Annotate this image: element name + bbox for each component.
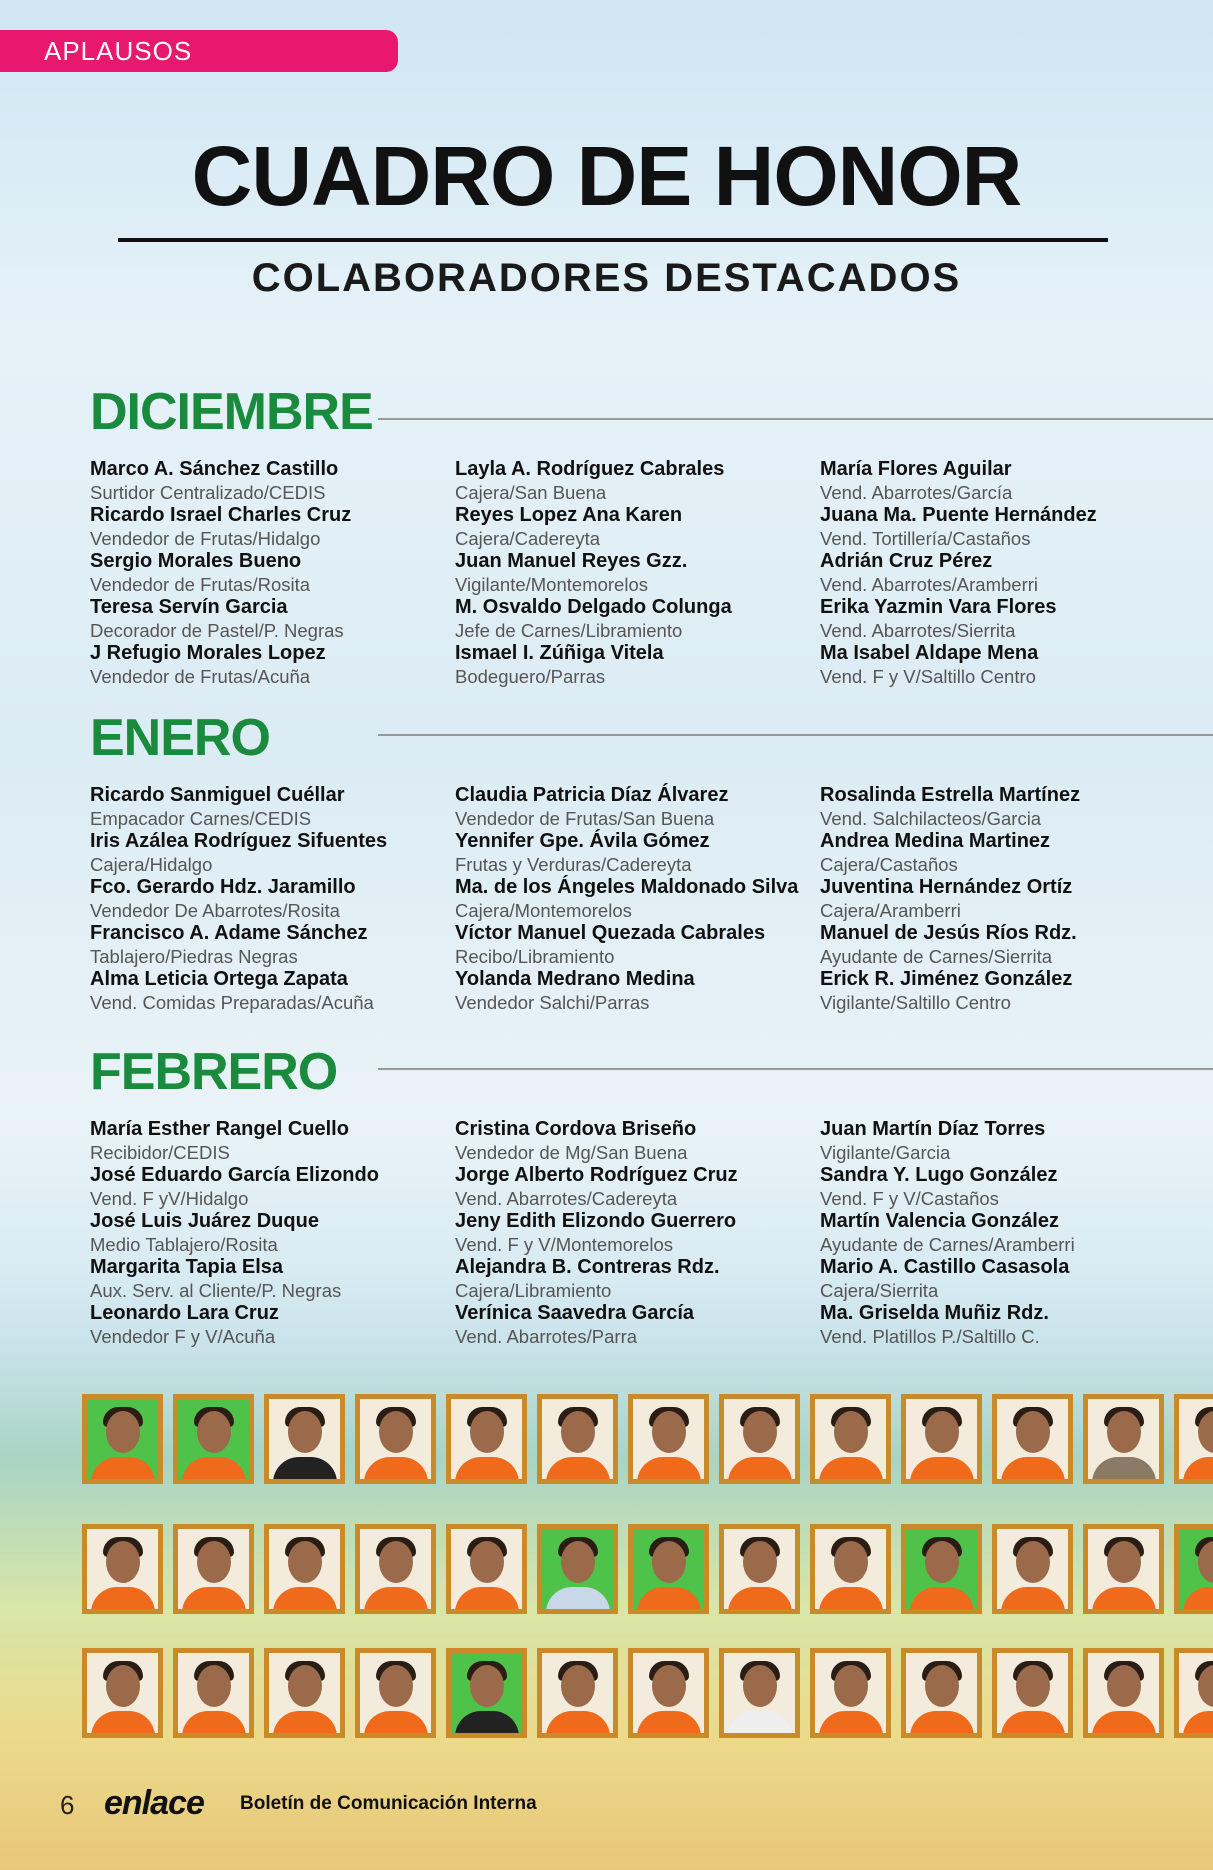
employee-photo [1083,1648,1164,1738]
honoree-entry [455,458,815,504]
honoree-name: María Esther Rangel Cuello [90,1118,349,1140]
honoree-role: Vendedor de Frutas/Rosita [90,574,311,595]
honoree-entry [820,458,1180,504]
honoree-role: Cajera/Montemorelos [455,900,632,921]
honoree-name: Yennifer Gpe. Ávila Gómez [455,830,710,852]
honoree-name: Erika Yazmin Vara Flores [820,596,1057,618]
honoree-role: Vendedor Salchi/Parras [455,992,650,1013]
honoree-role: Vend. F y V/Castaños [820,1188,999,1209]
honoree-role: Decorador de Pastel/P. Negras [90,620,344,641]
honoree-name: Víctor Manuel Quezada Cabrales [455,922,766,944]
employee-photo [264,1394,345,1484]
honoree-entry [90,596,450,642]
honoree-role: Empacador Carnes/CEDIS [90,808,312,829]
honoree-entry [90,1164,450,1210]
photo-row [82,1648,1213,1738]
honoree-name: Francisco A. Adame Sánchez [90,922,368,944]
honoree-role: Cajera/Sierrita [820,1280,939,1301]
month-heading-enero: ENERO [90,709,270,767]
honoree-entry [90,876,450,922]
honoree-role: Recibo/Libramiento [455,946,615,967]
honoree-name: Manuel de Jesús Ríos Rdz. [820,922,1077,944]
honoree-role: Vend. F y V/Montemorelos [455,1234,673,1255]
honoree-entry [90,922,450,968]
honoree-role: Tablajero/Piedras Negras [90,946,298,967]
employee-photo [446,1524,527,1614]
publication-name: Boletín de Comunicación Interna [240,1793,537,1814]
employee-photo [82,1648,163,1738]
honoree-entry [90,784,450,830]
month-divider [378,1068,1213,1070]
employee-photo [82,1394,163,1484]
employee-photo [1083,1394,1164,1484]
honoree-role: Ayudante de Carnes/Aramberri [820,1234,1075,1255]
employee-photo [810,1524,891,1614]
honoree-entry [90,1302,450,1348]
honoree-name: José Eduardo García Elizondo [90,1164,379,1186]
employee-photo [355,1524,436,1614]
honoree-role: Vend. Abarrotes/Sierrita [820,620,1016,641]
honoree-entry [455,504,815,550]
honoree-entry [820,784,1180,830]
honoree-role: Vendedor de Mg/San Buena [455,1142,688,1163]
honoree-entry [455,784,815,830]
employee-photo [1174,1648,1213,1738]
honor-column [820,458,1180,688]
honoree-role: Cajera/Cadereyta [455,528,600,549]
honoree-entry [455,1118,815,1164]
honoree-name: Juan Manuel Reyes Gzz. [455,550,688,572]
honoree-entry [90,642,450,688]
honoree-name: Ma. Griselda Muñiz Rdz. [820,1302,1049,1324]
employee-photo [810,1648,891,1738]
honoree-entry [455,1256,815,1302]
honor-column [455,1118,815,1348]
honoree-entry [90,1210,450,1256]
honoree-entry [455,922,815,968]
page-subtitle: COLABORADORES DESTACADOS [251,256,962,300]
honoree-role: Vend. Tortillería/Castaños [820,528,1031,549]
honoree-name: Teresa Servín Garcia [90,596,288,618]
honoree-role: Vendedor De Abarrotes/Rosita [90,900,340,921]
month-divider [378,734,1213,736]
honoree-name: Andrea Medina Martinez [820,830,1051,852]
page-title: CUADRO DE HONOR [191,129,1022,223]
honor-column [820,1118,1180,1348]
employee-photo [628,1648,709,1738]
honoree-entry [455,1302,815,1348]
employee-photo [355,1394,436,1484]
employee-photo [901,1648,982,1738]
honoree-role: Vend. Abarrotes/García [820,482,1013,503]
honoree-role: Vigilante/Montemorelos [455,574,648,595]
honoree-role: Vend. Comidas Preparadas/Acuña [90,992,374,1013]
honoree-name: Martín Valencia González [820,1210,1059,1232]
honoree-name: Ricardo Israel Charles Cruz [90,504,352,526]
honoree-name: Alejandra B. Contreras Rdz. [455,1256,720,1278]
honoree-name: Juan Martín Díaz Torres [820,1118,1046,1140]
employee-photo [628,1524,709,1614]
employee-photo [1174,1394,1213,1484]
honoree-entry [90,550,450,596]
employee-photo [446,1648,527,1738]
honoree-role: Vendedor de Frutas/Acuña [90,666,311,687]
honoree-role: Aux. Serv. al Cliente/P. Negras [90,1280,342,1301]
honoree-entry [455,830,815,876]
employee-photo [992,1648,1073,1738]
employee-photo [537,1394,618,1484]
page-number: 6 [60,1790,75,1820]
honoree-name: Claudia Patricia Díaz Álvarez [455,784,729,806]
honoree-role: Vendedor de Frutas/Hidalgo [90,528,321,549]
honoree-entry [820,1302,1180,1348]
honoree-entry [820,876,1180,922]
honoree-role: Surtidor Centralizado/CEDIS [90,482,326,503]
honoree-entry [455,596,815,642]
employee-photo [264,1648,345,1738]
honoree-entry [455,642,815,688]
honoree-entry [90,1256,450,1302]
honoree-role: Frutas y Verduras/Cadereyta [455,854,692,875]
honoree-role: Vendedor F y V/Acuña [90,1326,276,1347]
honoree-role: Vend. Abarrotes/Aramberri [820,574,1038,595]
honoree-role: Medio Tablajero/Rosita [90,1234,278,1255]
honor-column [820,784,1180,1014]
honoree-entry [90,830,450,876]
honoree-role: Vend. Platillos P./Saltillo C. [820,1326,1040,1347]
employee-photo [537,1648,618,1738]
honoree-name: M. Osvaldo Delgado Colunga [455,596,732,618]
honoree-name: Layla A. Rodríguez Cabrales [455,458,725,480]
section-tag: APLAUSOS [0,30,398,72]
employee-photo [264,1524,345,1614]
honoree-role: Cajera/Libramiento [455,1280,612,1301]
employee-photo [719,1394,800,1484]
employee-photo [173,1524,254,1614]
employee-photo [901,1394,982,1484]
employee-photo [901,1524,982,1614]
honoree-role: Cajera/Hidalgo [90,854,213,875]
honoree-name: Yolanda Medrano Medina [455,968,695,990]
month-heading-diciembre: DICIEMBRE [90,383,373,441]
employee-photo [992,1394,1073,1484]
month-heading-febrero: FEBRERO [90,1043,338,1101]
honoree-entry [455,550,815,596]
honoree-entry [820,1164,1180,1210]
honoree-entry [820,642,1180,688]
honor-column [90,458,450,688]
honoree-name: José Luis Juárez Duque [90,1210,319,1232]
honoree-name: Jorge Alberto Rodríguez Cruz [455,1164,738,1186]
honoree-name: Juana Ma. Puente Hernández [820,504,1097,526]
honoree-entry [820,1118,1180,1164]
employee-photo [719,1648,800,1738]
honoree-name: Reyes Lopez Ana Karen [455,504,683,526]
honor-column [90,1118,450,1348]
honoree-name: Ma Isabel Aldape Mena [820,642,1039,664]
employee-photo [1083,1524,1164,1614]
employee-photo [446,1394,527,1484]
honoree-name: Jeny Edith Elizondo Guerrero [455,1210,737,1232]
honoree-role: Vend. Salchilacteos/Garcia [820,808,1042,829]
month-divider [378,418,1213,420]
honor-column [455,784,815,1014]
honoree-name: Ismael I. Zúñiga Vitela [455,642,664,664]
honoree-entry [455,968,815,1014]
honoree-entry [90,1118,450,1164]
honoree-role: Vend. F yV/Hidalgo [90,1188,249,1209]
honoree-name: Marco A. Sánchez Castillo [90,458,339,480]
photo-row [82,1394,1213,1484]
honoree-role: Vend. Abarrotes/Parra [455,1326,638,1347]
honoree-entry [820,1256,1180,1302]
honoree-role: Cajera/Aramberri [820,900,961,921]
honoree-entry [820,968,1180,1014]
honoree-entry [90,504,450,550]
honoree-role: Recibidor/CEDIS [90,1142,230,1163]
honoree-name: Fco. Gerardo Hdz. Jaramillo [90,876,356,898]
honoree-role: Ayudante de Carnes/Sierrita [820,946,1053,967]
honoree-name: Margarita Tapia Elsa [90,1256,284,1278]
honoree-name: Mario A. Castillo Casasola [820,1256,1070,1278]
honoree-name: María Flores Aguilar [820,458,1012,480]
employee-photo [82,1524,163,1614]
honoree-name: Sergio Morales Bueno [90,550,302,572]
honoree-entry [820,922,1180,968]
honoree-name: Leonardo Lara Cruz [90,1302,279,1324]
honoree-entry [820,550,1180,596]
employee-photo [173,1394,254,1484]
photo-row [82,1524,1213,1614]
employee-photo [719,1524,800,1614]
honoree-entry [820,830,1180,876]
honoree-entry [820,1210,1180,1256]
employee-photo [628,1394,709,1484]
employee-photo [173,1648,254,1738]
honoree-name: Ma. de los Ángeles Maldonado Silva [455,876,799,898]
employee-photo [992,1524,1073,1614]
honoree-entry [455,1210,815,1256]
honoree-entry [820,504,1180,550]
honoree-name: Rosalinda Estrella Martínez [820,784,1081,806]
honor-column [90,784,450,1014]
honoree-entry [90,968,450,1014]
enlace-logo: enlace [104,1784,204,1822]
employee-photo [1174,1524,1213,1614]
honoree-role: Vend. Abarrotes/Cadereyta [455,1188,678,1209]
honoree-name: Verínica Saavedra García [455,1302,695,1324]
honoree-entry [455,876,815,922]
honoree-entry [455,1164,815,1210]
honoree-role: Jefe de Carnes/Libramiento [455,620,683,641]
honoree-role: Cajera/San Buena [455,482,607,503]
employee-photo [810,1394,891,1484]
honoree-name: Erick R. Jiménez González [820,968,1073,990]
honoree-role: Bodeguero/Parras [455,666,606,687]
honoree-name: Adrián Cruz Pérez [820,550,993,572]
honoree-name: Juventina Hernández Ortíz [820,876,1073,898]
honoree-name: Ricardo Sanmiguel Cuéllar [90,784,345,806]
honoree-role: Vend. F y V/Saltillo Centro [820,666,1036,687]
honoree-name: J Refugio Morales Lopez [90,642,326,664]
honoree-name: Alma Leticia Ortega Zapata [90,968,348,990]
honoree-role: Vendedor de Frutas/San Buena [455,808,715,829]
employee-photo [537,1524,618,1614]
honoree-name: Iris Azálea Rodríguez Sifuentes [90,830,388,852]
honor-column [455,458,815,688]
honoree-name: Sandra Y. Lugo González [820,1164,1058,1186]
employee-photo [355,1648,436,1738]
honoree-name: Cristina Cordova Briseño [455,1118,697,1140]
title-divider [118,238,1108,242]
honoree-role: Vigilante/Saltillo Centro [820,992,1011,1013]
honoree-entry [820,596,1180,642]
honoree-role: Cajera/Castaños [820,854,958,875]
honoree-role: Vigilante/Garcia [820,1142,951,1163]
honoree-entry [90,458,450,504]
